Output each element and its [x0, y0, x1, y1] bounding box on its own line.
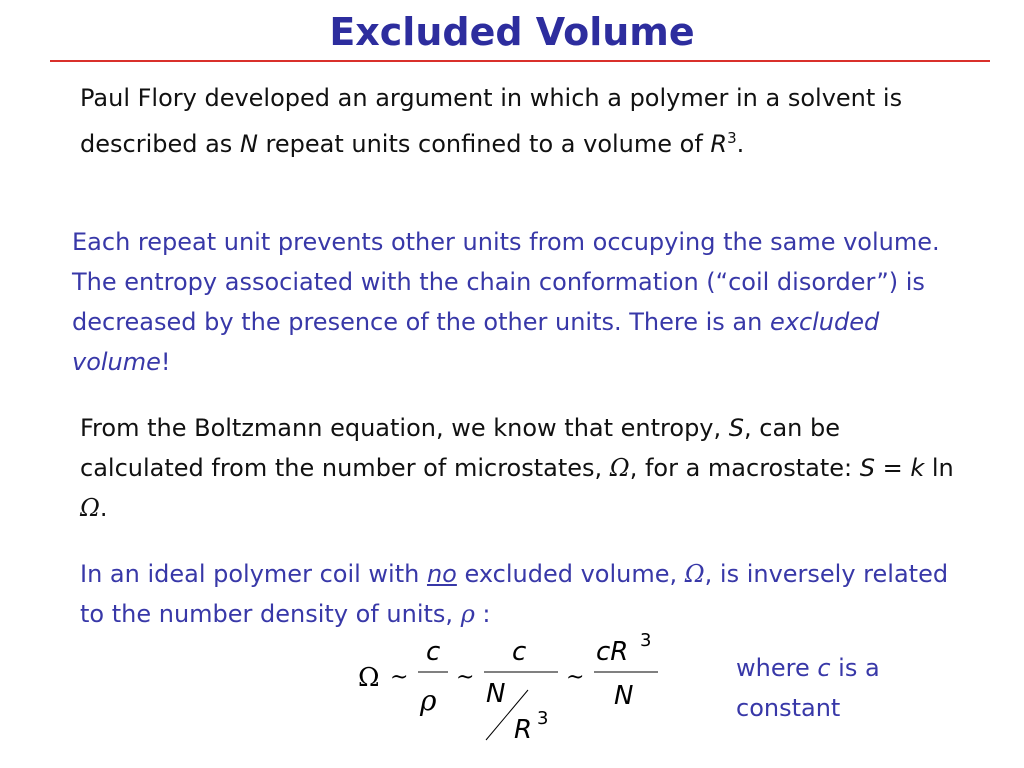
formula-frac3-numerator: cR: [596, 637, 629, 667]
p3-text-c: , for a macrostate:: [629, 454, 860, 482]
p3-text-a: From the Boltzmann equation, we know that entropy,: [80, 414, 729, 442]
formula-omega: Ω: [358, 663, 380, 693]
formula-frac2-exponent: 3: [537, 708, 549, 729]
p2-emphasis: excluded volume: [72, 308, 880, 376]
p1-text-a: Paul Flory developed an argument in which a polymer in a solvent is described as: [80, 84, 903, 158]
formula-frac2-numerator: c: [512, 637, 527, 667]
p4-text-b: excluded volume,: [456, 560, 685, 588]
p4-text-a: In an ideal polymer coil with: [80, 560, 427, 588]
p3-eq-period: .: [99, 494, 108, 522]
p2-text-a: Each repeat unit prevents other units from occupying the same volume. The entropy associated with the chain conformation (“coil disorder”) is decreased by the presence of the other units. There is an: [72, 228, 940, 336]
p3-text-b: , can be calculated from the number of microstates,: [80, 414, 840, 482]
p4-text-c: , is inversely related to the number density of units,: [80, 560, 949, 628]
constant-note: [736, 648, 936, 728]
p3-eq-ln: ln: [924, 454, 954, 482]
p4-omega-symbol: Ω: [684, 560, 705, 588]
note-text-b: is a constant: [736, 654, 880, 722]
note-text-a: where: [736, 654, 818, 682]
formula-tilde-2: ~: [456, 665, 475, 690]
formula-tilde-1: ~: [390, 665, 409, 690]
p3-eq-omega: Ω: [80, 494, 100, 522]
p3-eq-equals: =: [874, 454, 911, 482]
p1-text-b: repeat units confined to a volume of: [257, 130, 711, 158]
p4-colon: :: [474, 600, 491, 628]
p4-no-emphasis: no: [426, 560, 457, 588]
p3-omega-symbol: Ω: [609, 454, 630, 482]
formula-frac2-inner-denominator: R: [514, 715, 533, 745]
p1-exponent: 3: [727, 129, 737, 147]
formula-frac3-denominator: N: [614, 681, 634, 711]
p2-end: !: [160, 348, 171, 376]
formula-tilde-3: ~: [566, 665, 585, 690]
p1-period: .: [736, 130, 745, 158]
formula-frac1-denominator: ρ: [420, 684, 437, 717]
formula-frac1-numerator: c: [426, 637, 441, 667]
formula-frac3-exponent: 3: [640, 630, 652, 651]
p3-s-symbol: S: [728, 414, 744, 442]
formula-frac2-inner-numerator: N: [486, 679, 506, 709]
p1-r-symbol: R: [710, 130, 728, 158]
p1-n-symbol: N: [239, 130, 258, 158]
p4-rho-symbol: ρ: [460, 600, 475, 628]
slide-title: Excluded Volume: [329, 10, 695, 54]
p3-eq-k: k: [910, 454, 925, 482]
note-c-symbol: c: [817, 654, 831, 682]
p3-eq-s: S: [859, 454, 875, 482]
